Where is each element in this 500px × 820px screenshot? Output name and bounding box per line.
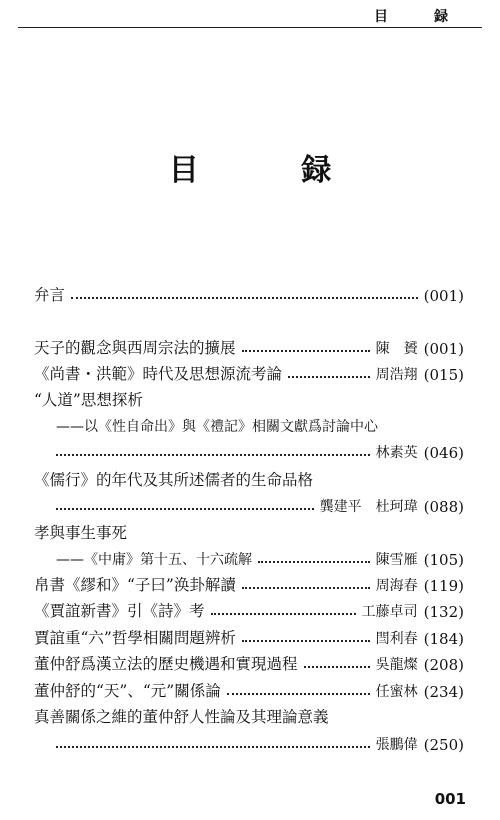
toc-entry-subtitle: ——《中庸》第十五、十六疏解 xyxy=(56,552,252,568)
toc-entry-title: 《賈誼新書》引《詩》考 xyxy=(34,602,205,620)
toc-entry-author: 陳 贇 xyxy=(375,341,418,357)
toc-entry-author: 任蜜林 xyxy=(375,684,418,700)
toc-entry-page: (001) xyxy=(423,340,464,358)
leader-dots xyxy=(71,297,418,299)
toc-entry xyxy=(56,545,464,569)
header-rule xyxy=(18,27,482,28)
toc-entry-page: (088) xyxy=(423,498,464,516)
toc-entry-title: 賈誼重“六”哲學相關問題辨析 xyxy=(34,629,236,647)
leader-dots xyxy=(56,454,370,456)
toc-entry xyxy=(34,597,464,621)
toc-entry xyxy=(34,519,464,543)
toc-entry xyxy=(56,412,464,436)
toc-entry xyxy=(34,677,464,701)
toc-entry-page: (119) xyxy=(423,577,464,595)
toc-entry-subtitle: ——以《性自命出》與《禮記》相關文獻爲討論中心 xyxy=(56,419,378,435)
leader-dots xyxy=(304,666,370,668)
toc-entry-title: 《尚書・洪範》時代及思想源流考論 xyxy=(34,365,283,383)
toc-entry-author: 陳雪雁 xyxy=(375,552,418,568)
leader-dots xyxy=(56,746,370,748)
leader-dots xyxy=(242,587,370,589)
leader-dots xyxy=(242,640,370,642)
toc-entry-title: 《儒行》的年代及其所述儒者的生命品格 xyxy=(34,471,314,489)
toc-entry-page: (015) xyxy=(423,366,464,384)
toc-entry-title: “人道”思想探析 xyxy=(34,391,143,409)
toc-entry xyxy=(34,386,464,410)
toc-entry xyxy=(56,438,464,462)
toc-entry-page: (234) xyxy=(423,683,464,701)
toc-entry-page: (208) xyxy=(423,656,464,674)
toc-entry-title: 董仲舒爲漢立法的歷史機遇和實現過程 xyxy=(34,655,298,673)
toc-entry-page: (184) xyxy=(423,630,464,648)
toc-entry xyxy=(34,360,464,384)
leader-dots xyxy=(258,561,370,563)
toc-entry xyxy=(34,281,464,305)
toc-entry-page: (132) xyxy=(423,603,464,621)
toc-entry xyxy=(34,703,464,727)
leader-dots xyxy=(211,613,356,615)
toc-entry xyxy=(56,492,464,516)
toc-entry-title: 帛書《繆和》“子曰”涣卦解讀 xyxy=(34,576,236,594)
running-head: 目 録 xyxy=(374,9,464,25)
toc-entry-title: 真善關係之維的董仲舒人性論及其理論意義 xyxy=(34,708,329,726)
leader-dots xyxy=(242,350,370,352)
leader-dots xyxy=(288,376,370,378)
leader-dots xyxy=(227,693,370,695)
toc-entry-author: 張鵬偉 xyxy=(375,737,418,753)
toc-entry-page: (046) xyxy=(423,444,464,462)
toc-entry-author: 閆利春 xyxy=(375,631,418,647)
toc-entry xyxy=(34,466,464,490)
toc-entry-author: 周海春 xyxy=(375,578,418,594)
page-title: 目 録 xyxy=(168,153,378,188)
toc-entry-author: 吳龍燦 xyxy=(375,657,418,673)
toc-entry-title: 董仲舒的“天”、“元”關係論 xyxy=(34,682,221,700)
toc-entry-page: (105) xyxy=(423,551,464,569)
toc-entry-author: 林素英 xyxy=(375,445,418,461)
toc-entry-title: 弁言 xyxy=(34,286,66,304)
toc-entry-author: 龔建平 杜珂瑋 xyxy=(319,499,418,515)
toc-entry-title: 天子的觀念與西周宗法的擴展 xyxy=(34,339,236,357)
toc-entry xyxy=(34,624,464,648)
toc-entry xyxy=(56,730,464,754)
toc-entry xyxy=(34,571,464,595)
toc-entry-author: 工藤卓司 xyxy=(361,604,418,620)
toc-entry-page: (001) xyxy=(423,287,464,305)
toc-entry xyxy=(34,334,464,358)
toc-entry-author: 周浩翔 xyxy=(375,367,418,383)
toc-entry-page: (250) xyxy=(423,736,464,754)
leader-dots xyxy=(56,508,314,510)
toc-entry xyxy=(34,650,464,674)
page-number: 001 xyxy=(434,790,466,808)
toc-entry-title: 孝與事生事死 xyxy=(34,524,128,542)
